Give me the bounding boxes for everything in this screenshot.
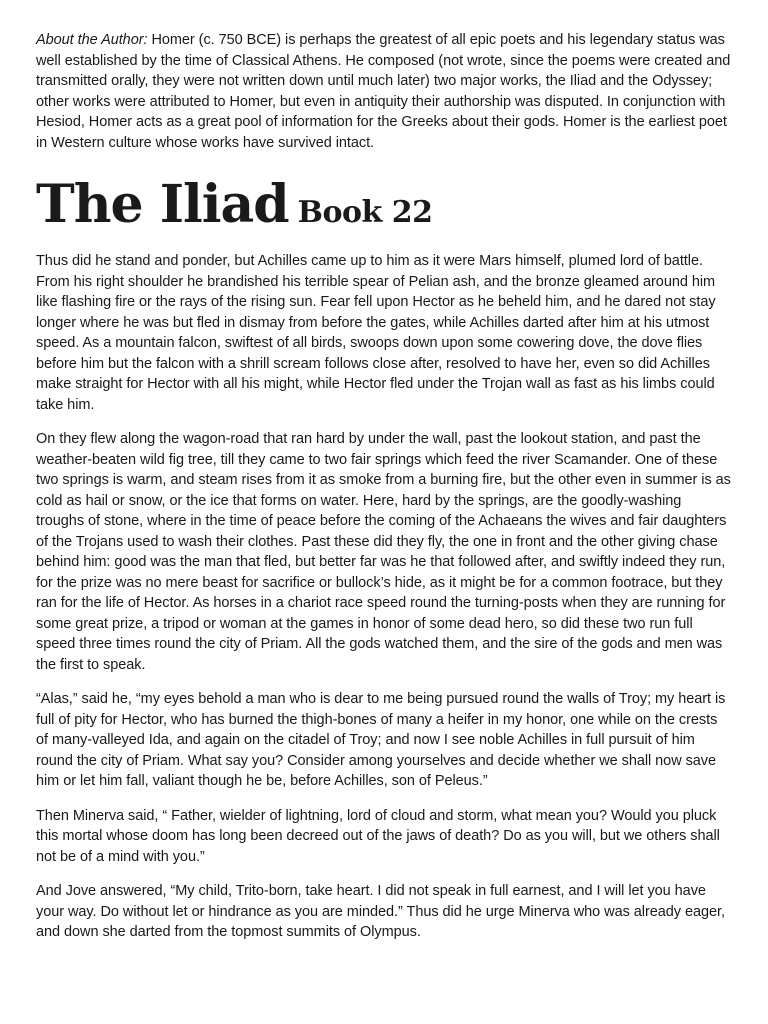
document-page	[36, 30, 732, 957]
page-title	[36, 173, 732, 237]
body-paragraph: On they flew along the wagon-road that ran hard by under the wall, past the lookout station, and past the weather-beaten wild fig tree, till they came to two fair springs which feed the river Scamander. One of these two springs is warm, and steam rises from it as smoke from a burning fire, but the other even in summer is as cold as hail or snow, or the ice that forms on water. Here, hard by the springs, are the goodly-washing troughs of stone, where in the time of peace before the coming of the Achaeans the wives and fair daughters of the Trojans used to wash their clothes. Past these did they fly, the one in front and the other giving chase behind him: good was the man that fled, but better far was he that followed after, and swiftly indeed they run, for the prize was no mere beast for sacrifice or bullock’s hide, as it might be for a common footrace, but they ran for the life of Hector. As horses in a chariot race speed round the turning-posts when they are running for some great prize, a tripod or woman at the games in honor of some dead hero, so did these two run full speed three times round the city of Priam. All the gods watched them, and the sire of the gods and men was the first to speak.	[36, 431, 731, 673]
body-paragraph: And Jove answered, “My child, Trito-born, take heart. I did not speak in full earnest, and I will let you have your way. Do without let or hindrance as you are minded.” Thus did he urge Minerva who was already eager, and down she darted from the topmost summits of Olympus.	[36, 883, 725, 940]
body-paragraph: Then Minerva said, “ Father, wielder of lightning, lord of cloud and storm, what mean you? Would you pluck this mortal whose doom has long been decreed out of the jaws of death? Do as you will, but we others shall not be of a mind with you.”	[36, 807, 720, 865]
about-author-text: Homer (c. 750 BCE) is perhaps the greatest of all epic poets and his legendary status was well established by the time of Classical Athens. He composed (not wrote, since the poems were created and transmitted orally, they were not written down until much later) two major works, the Iliad and the Odyssey; other works were attributed to Homer, but even in antiquity their authorship was disputed. In conjunction with Hesiod, Homer acts as a great pool of information for the Greeks about their gods. Homer is the earliest poet in Western culture whose works have survived intact.	[36, 32, 731, 151]
title-main: The Iliad	[36, 174, 289, 235]
about-author-paragraph	[36, 30, 732, 153]
title-subtitle: Book 22	[297, 195, 433, 230]
about-author-label: About the Author:	[36, 32, 148, 48]
body-paragraph: Thus did he stand and ponder, but Achilles came up to him as it were Mars himself, plumed lord of battle. From his right shoulder he brandished his terrible spear of Pelian ash, and the bronze gleamed around him like flashing fire or the rays of the rising sun. Fear fell upon Hector as he beheld him, and he dared not stay longer where he was but fled in dismay from before the gates, while Achilles darted after him at his utmost speed. As a mountain falcon, swiftest of all birds, swoops down upon some cowering dove, the dove flies before him but the falcon with a shrill scream follows close after, resolved to have her, even so did Achilles make straight for Hector with all his might, while Hector fled under the Trojan wall as fast as his limbs could take him.	[36, 253, 716, 413]
body-paragraph: “Alas,” said he, “my eyes behold a man who is dear to me being pursued round the walls of Troy; my heart is full of pity for Hector, who has burned the thigh-bones of many a heifer in my honor, one while on the crests of many-valleyed Ida, and again on the citadel of Troy; and now I see noble Achilles in full pursuit of him round the city of Priam. What say you? Consider among yourselves and decide whether we shall now save him or let him fall, valiant though he be, before Achilles, son of Peleus.”	[36, 691, 726, 789]
